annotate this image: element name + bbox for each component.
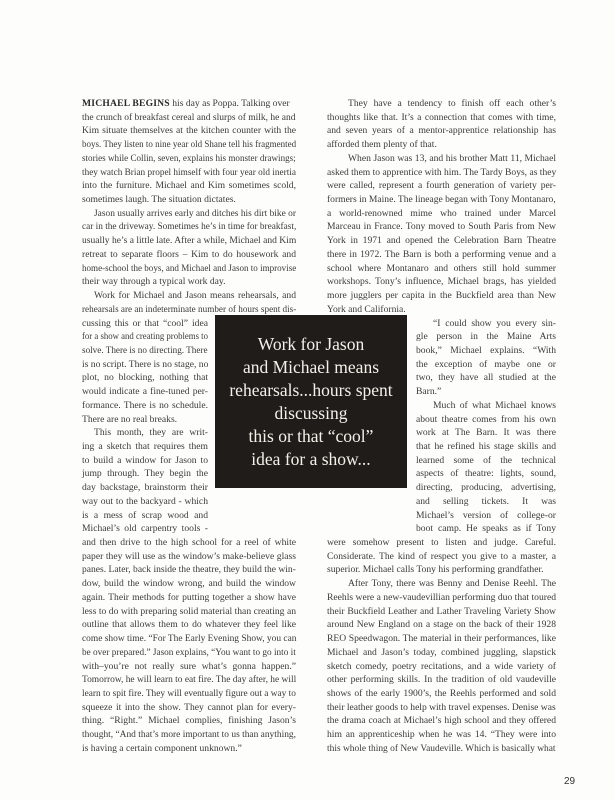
text-line: Much of what Michael knows <box>433 399 556 411</box>
text-line: were somehow present to listen and judge. Careful. <box>327 537 556 549</box>
text-line: for a show and creating problems to <box>82 331 209 343</box>
text-line: the exception of maybe one or <box>416 358 556 370</box>
text-line: Marceau in France. Tony moved to South Paris from New <box>327 221 556 233</box>
text-line: plot, no blocking, nothing that <box>82 372 208 384</box>
text-line: to build a window for Jason to <box>82 454 208 466</box>
pull-quote-line: idea for a show... <box>251 448 371 469</box>
text-line: into the furniture. Michael and Kim sometimes scold, <box>82 180 296 192</box>
text-line: their leather goods to help with travel expenses. Denise was <box>327 701 556 713</box>
text-line: REO Speedwagon. The material in their performances, like <box>327 633 556 645</box>
text-line: sometimes laugh. The situation dictates. <box>82 194 236 206</box>
text-line: retreat to separate floors – Kim to do housework and <box>82 248 296 260</box>
text-line: work at The Barn. It was there <box>416 427 556 439</box>
text-line: solve. There is no directing. There <box>82 344 208 356</box>
text-line: is no script. There is no stage, no <box>82 358 209 370</box>
text-line: book,” Michael explains. “With <box>416 344 556 356</box>
text-line: Jason usually arrives early and ditches his dirt bike or <box>94 207 296 219</box>
text-line: is a mess of scrap wood and <box>82 509 208 521</box>
text-line: Work for Michael and Jason means rehearsals, and <box>94 290 296 302</box>
text-line: and selling tickets. It was <box>416 495 556 507</box>
text-line: school where Montanaro and others still hold summer <box>327 262 556 274</box>
text-line: Barn.” <box>416 386 442 398</box>
pull-quote-text <box>229 333 392 471</box>
text-line: thought, “And that’s more important to us than anything, <box>82 729 296 741</box>
pull-quote-line: discussing <box>274 402 348 423</box>
text-line: formers in Maine. The lineage began with Tony Montanaro, <box>327 194 556 206</box>
text-line: that he refined his stage skills and <box>416 441 556 452</box>
text-line: boot camp. He speaks as if Tony <box>416 523 556 535</box>
text-line: with–you’re not really sure what’s gonna happen.” <box>82 660 296 672</box>
page-number: 29 <box>564 776 576 787</box>
text-line: cussing this or that “cool” idea <box>82 317 208 329</box>
text-line: learned some of the technical <box>416 454 556 466</box>
text-line: be over prepared.” Jason explains, “You want to go into it <box>82 646 296 658</box>
text-line: outline that allows them to do whatever they feel like <box>82 619 296 631</box>
text-line: home-school the boys, and Michael and Jason to improvise <box>82 262 297 274</box>
text-line: asked them to apprentice with him. The Tardy Boys, as they <box>327 166 557 178</box>
text-line: York and California. <box>327 303 406 315</box>
text-line: come show time. “For The Early Evening Show, you can <box>82 633 297 645</box>
text-line: Michael and Jason’s today, combined juggling, slapstick <box>327 646 556 658</box>
text-line: the drama coach at Michael’s high school and they offered <box>327 715 556 727</box>
text-line: would indicate a fine-tuned per- <box>82 386 208 398</box>
pull-quote-box <box>215 315 407 488</box>
text-line: and then drive to the high school for a reel of white <box>82 537 296 549</box>
text-line: When Jason was 13, and his brother Matt 11, Michael <box>348 152 556 164</box>
text-line: him an apprenticeship when he was 14. “They were into <box>327 729 556 741</box>
text-line: there in 1972. The Barn is both a performing venue and a <box>327 248 556 260</box>
text-line: After Tony, there was Benny and Denise Reehl. The <box>348 578 556 590</box>
text-line: way out to the backyard - which <box>82 495 208 507</box>
text-line: directing, producing, advertising, <box>416 482 556 494</box>
text-line: afforded them plenty of that. <box>327 139 437 151</box>
text-line: Michael’s old carpentry tools - <box>82 523 208 535</box>
text-line: they watch Brian propel himself with four year old inertia <box>82 166 296 178</box>
text-line: thoughts like that. It’s a connection that comes with time, <box>327 111 556 123</box>
text-line: stories while Collin, seven, explains his monster drawings; <box>82 152 296 164</box>
text-line: panes. Later, back inside the theatre, they build the win- <box>82 564 296 576</box>
text-line: squeeze it into the show. They cannot plan for every- <box>82 701 296 713</box>
pull-quote-line: and Michael means <box>242 356 380 377</box>
text-line: ing a sketch that requires them <box>82 441 208 452</box>
text-line: is having a certain component unknown.” <box>82 742 242 754</box>
text-line: workshops. Tony’s influence, Michael brags, has yielded <box>327 276 556 288</box>
pull-quote-line: this or that “cool” <box>248 425 374 446</box>
text-line: more jugglers per capita in the Buckfield area than New <box>327 290 556 302</box>
text-line: superior. Michael calls Tony his performing grandfather. <box>327 564 544 576</box>
text-line: usually he’s a little late. After a while, Michael and Kim <box>82 235 297 247</box>
text-line: York in 1971 and opened the Celebration Barn Theatre <box>327 235 556 247</box>
text-line: Michael’s version of college-or <box>416 509 556 521</box>
text-line <box>82 97 296 110</box>
text-line: other performing skills. In the tradition of old vaudeville <box>327 674 556 686</box>
text-line: this whole thing of New Vaudeville. Which is basically what <box>327 742 556 754</box>
text-line: less to do with preparing solid material than creating an <box>82 605 296 617</box>
text-line: again. Their methods for putting together a show have <box>82 591 296 603</box>
text-line: aspects of theatre: lights, sound, <box>416 468 556 480</box>
text-line: were called, represent a fourth generation of variety per- <box>327 180 556 192</box>
text-line: Tomorrow, he will learn to eat fire. The day after, he will <box>82 674 297 686</box>
pull-quote-line: Work for Jason <box>257 333 365 354</box>
text-line: their way through a typical work day. <box>82 276 226 288</box>
text-line: about theatre comes from his own <box>416 413 556 425</box>
text-line: thing. “Right.” Michael complies, finishing Jason’s <box>82 715 296 727</box>
text-line: Considerate. The kind of respect you give to a master, a <box>327 550 556 562</box>
text-line: boys. They listen to nine year old Shane tell his fragmented <box>82 139 297 151</box>
text-line: around New England on a stage on the back of their 1928 <box>327 619 556 631</box>
text-line: Reehls were a new-vaudevillian performing duo that toured <box>327 591 556 603</box>
text-line: learn to spit fire. They will eventually figure out a way to <box>82 687 296 699</box>
text-line: This month, they are writ- <box>94 427 208 439</box>
text-line: a world-renowned mime who trained under Marcel <box>327 207 556 219</box>
text-line: paper they will use as the window’s make-believe glass <box>82 550 296 562</box>
text-line: and seven years of a mentor-apprentice relationship has <box>327 125 556 137</box>
text-line: formance. There is no schedule. <box>82 399 208 411</box>
pull-quote-line: rehearsals...hours spent <box>229 379 393 400</box>
text-line: car in the driveway. Sometimes he’s in time for breakfast, <box>82 221 297 233</box>
text-line: gle person in the Maine Arts <box>416 331 556 343</box>
text-line: jump through. They begin the <box>82 468 208 480</box>
text-line: day backstage, brainstorm their <box>82 482 208 494</box>
text-line: They have a tendency to finish off each other’s <box>348 98 556 109</box>
text-line: rehearsals are an indeterminate number of hours spent dis- <box>82 303 297 315</box>
text-line: their Buckfield Leather and Lather Traveling Variety Show <box>327 605 556 617</box>
text-line: “I could show you every sin- <box>433 317 556 329</box>
text-line: shows of the early 1900’s, the Reehls performed and sold <box>327 687 556 699</box>
text-line: sketch comedy, poetry recitations, and a wide variety of <box>327 660 556 672</box>
text-line: Kim situate themselves at the kitchen counter with the <box>82 125 296 137</box>
text-line: two, they have all studied at the <box>416 372 556 384</box>
text-line: There are no real breaks. <box>82 413 178 425</box>
text-line: the crunch of breakfast cereal and slurps of milk, he and <box>82 111 296 123</box>
text-line: dow, build the window wrong, and build the window <box>82 578 296 590</box>
text-line-rest: his day as Poppa. Talking over <box>169 98 290 109</box>
lead-in: MICHAEL BEGINS <box>82 98 170 109</box>
